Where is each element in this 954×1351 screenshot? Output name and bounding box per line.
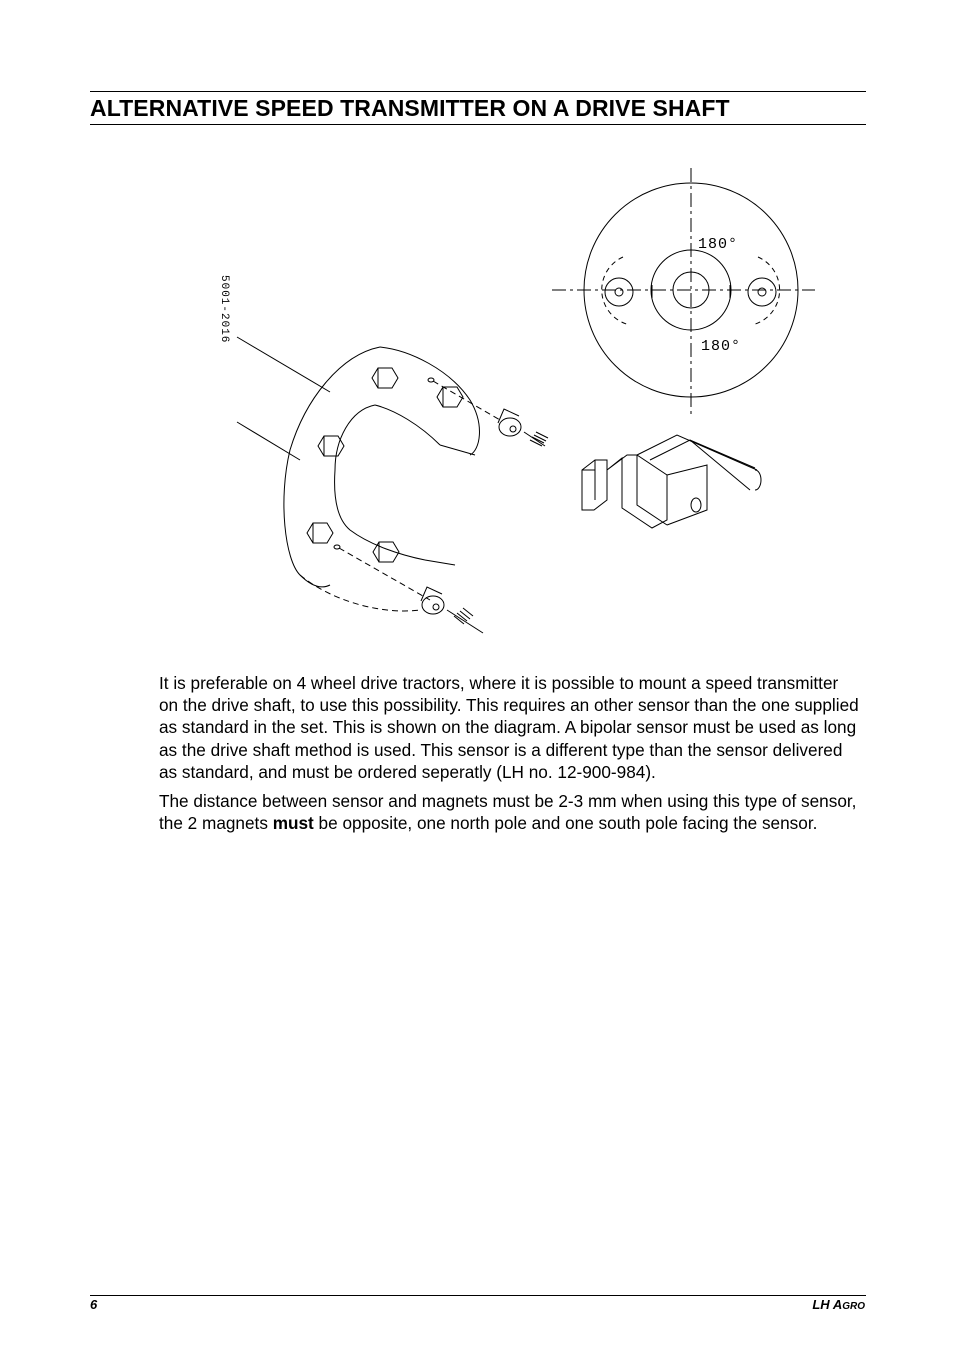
page-heading: ALTERNATIVE SPEED TRANSMITTER ON A DRIVE SHAFT	[90, 95, 730, 121]
paragraph-intro: It is preferable on 4 wheel drive tractors, where it is possible to mount a speed transmitter on the drive shaft, to use this possibility. This requires an other sensor than the one supplied as standard in the set. This is shown on the diagram. A bipolar sensor must be used as long as the drive shaft method is used. This sensor is a different type than the sensor delivered as standard, and must be ordered seperatly (LH no. 12-900-984).	[159, 673, 859, 782]
sensor-bracket	[582, 435, 761, 528]
angle-label-bottom: 180°	[701, 338, 742, 355]
angle-label-top: 180°	[698, 236, 739, 253]
magnet-lower	[421, 587, 483, 633]
footer-rule	[90, 1295, 866, 1296]
magnet-hole-left	[605, 278, 633, 306]
disc-top-view	[552, 168, 815, 415]
footer-brand-main: LH A	[812, 1297, 843, 1312]
drive-shaft-diagram	[180, 160, 840, 650]
footer-brand	[812, 1297, 865, 1312]
flange	[284, 347, 500, 611]
paragraph-distance-end: be opposite, one north pole and one south pole facing the sensor.	[313, 813, 818, 834]
magnet-upper	[498, 409, 548, 446]
page-number: 6	[90, 1297, 98, 1312]
magnet-hole-right	[748, 278, 776, 306]
paragraph-distance	[159, 790, 859, 834]
heading-top-rule	[90, 91, 866, 92]
body-text	[159, 672, 859, 841]
drawing-number: 5001-2016	[218, 275, 230, 344]
paragraph-distance-start: The distance between sensor and magnets must be 2-3 mm when using this type of sensor, the 2 magnets	[159, 791, 857, 834]
drive-shaft	[237, 337, 330, 460]
footer-brand-small: GRO	[842, 1301, 865, 1312]
heading-bottom-rule	[90, 124, 866, 125]
flange-bolts	[307, 368, 463, 562]
emphasis-must: must	[272, 813, 314, 834]
